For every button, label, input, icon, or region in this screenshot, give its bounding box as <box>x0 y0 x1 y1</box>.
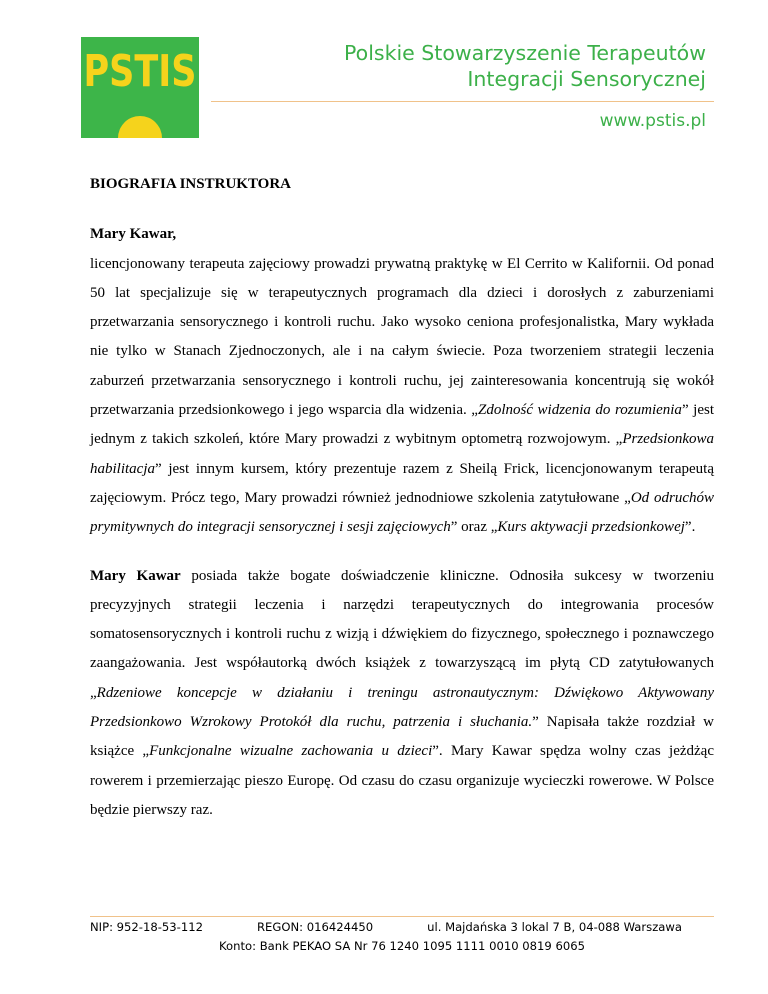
document-body <box>90 170 714 825</box>
footer-row-ids <box>90 918 714 937</box>
header-divider <box>211 101 714 102</box>
book-title-2: Funkcjonalne wizualne zachowania u dzieci <box>149 743 433 760</box>
text-run: posiada także bogate doświadczenie kliniczne. Odnosiła sukcesy w tworzeniu precyzyjnych strategii leczenia i narzędzi terapeutycznych do integrowania procesów somatosensorycznych i kontroli ruchu z wizją i dźwiękiem do fizycznego, społecznego i poznawczego zaangażowania. Jest współautorką dwóch książek z towarzyszącą im płytą CD zatytułowanych „ <box>90 567 714 701</box>
footer-regon: REGON: 016424450 <box>256 920 374 934</box>
website-link[interactable]: www.pstis.pl <box>599 111 706 131</box>
course-title-4: Kurs aktywacji przedsionkowej <box>497 519 685 536</box>
logo-text: PSTIS <box>83 47 197 97</box>
org-name-line1: Polskie Stowarzyszenie Terapeutów <box>344 41 706 65</box>
footer-divider <box>90 916 714 917</box>
logo-sun-icon <box>118 116 162 138</box>
footer <box>90 918 714 956</box>
text-run: licencjonowany terapeuta zajęciowy prowadzi prywatną praktykę w El Cerrito w Kalifornii. Od ponad 50 lat specjalizuje się w terapeutycznych programach dla dzieci i dorosłych z zaburzeniami przetwarzania sensorycznego i kontroli ruchu. Jako wysoko ceniona profesjonalistka, Mary wykłada nie tylko w Stanach Zjednoczonych, ale i na całym świecie. Poza tworzeniem strategii leczenia zaburzeń przetwarzania sensorycznego i kontroli ruchu, jej zainteresowania koncentrują się wokół przetwarzania przedsionkowego i jego wsparcia dla widzenia. „ <box>90 255 714 419</box>
pstis-logo <box>81 37 199 138</box>
org-name-line2: Integracji Sensorycznej <box>467 67 706 91</box>
section-heading: BIOGRAFIA INSTRUKTORA <box>90 176 292 192</box>
course-title-2: Przedsionkowa habilitacja <box>90 431 714 477</box>
text-run: ”. Mary Kawar spędza wolny czas jeżdżąc rowerem i przemierzając pieszo Europę. Od czasu do czasu organizuje wycieczki rowerowe. W Polsce będzie pierwszy raz. <box>90 743 714 818</box>
organization-name <box>344 40 706 92</box>
text-run: ” jest innym kursem, który prezentuje razem z Sheilą Frick, licencjonowanym terapeutą zajęciowym. Prócz tego, Mary prowadzi również jednodniowe szkolenia zatytułowane „ <box>90 460 714 506</box>
course-title-3: Od odruchów prymitywnych do integracji sensorycznej i sesji zajęciowych <box>90 489 714 536</box>
text-run: ” oraz „ <box>450 519 498 536</box>
book-title-1: Rdzeniowe koncepcje w działaniu i treningu astronautycznym: Dźwiękowo Aktywowany Przedsionkowo Wzrokowy Protokół dla ruchu, patrzenia i słuchania. <box>90 684 714 731</box>
course-title-1: Zdolność widzenia do rozumienia <box>477 402 682 419</box>
bio-paragraph-1 <box>90 250 714 543</box>
text-run: ”. <box>684 519 696 536</box>
bio-paragraph-2 <box>90 562 714 826</box>
text-run: ” jest jednym z takich szkoleń, które Mary prowadzi z wybitnym optometrą rozwojowym. „ <box>90 402 714 448</box>
footer-bank-account: Konto: Bank PEKAO SA Nr 76 1240 1095 1111 0010 0819 6065 <box>219 939 585 953</box>
footer-nip: NIP: 952-18-53-112 <box>90 920 203 934</box>
footer-address: ul. Majdańska 3 lokal 7 B, 04-088 Warszawa <box>427 920 682 934</box>
instructor-name-bold: Mary Kawar <box>90 567 181 584</box>
text-run: ” Napisała także rozdział w książce „ <box>90 714 714 760</box>
instructor-name: Mary Kawar, <box>90 226 177 243</box>
